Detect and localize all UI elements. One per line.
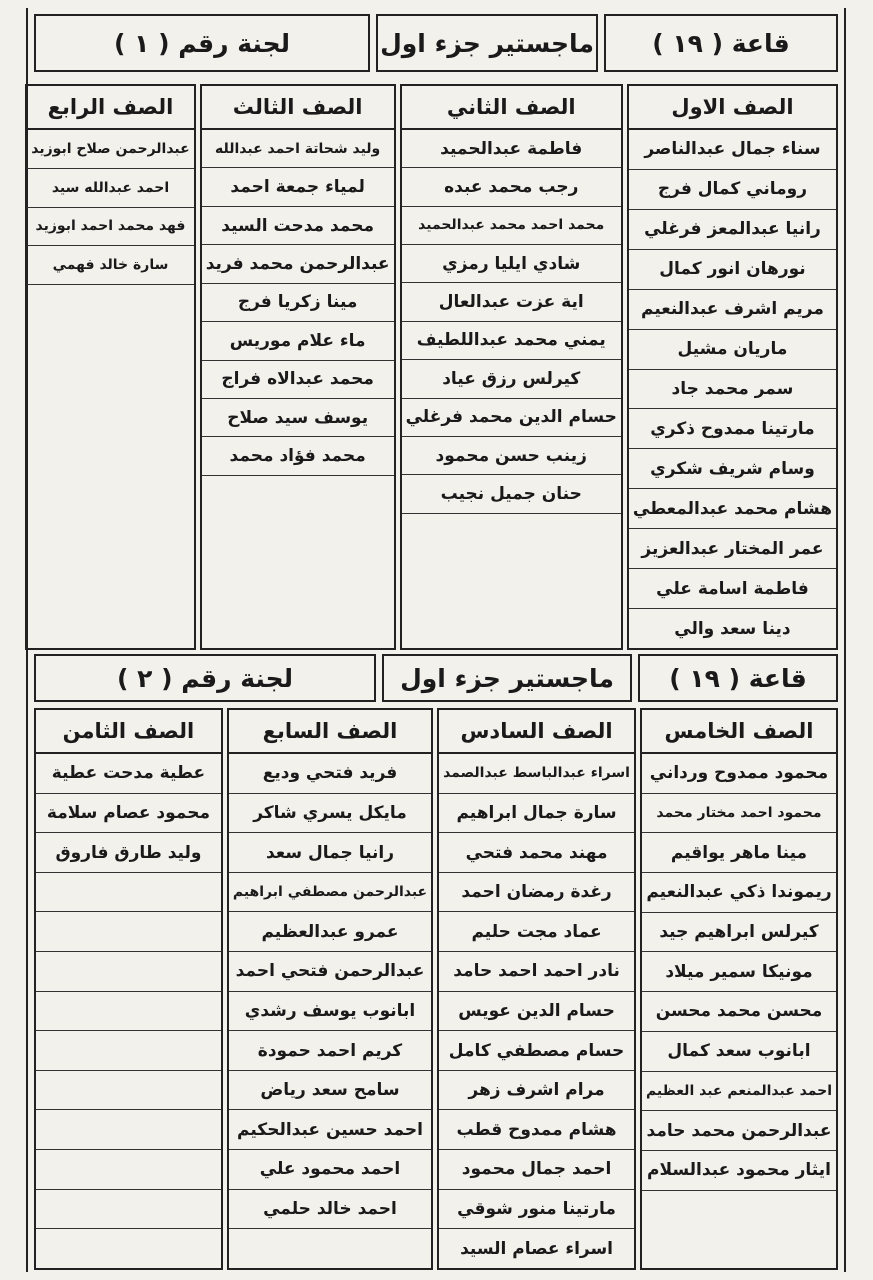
name-cell: لمياء جمعة احمد (202, 168, 394, 206)
column-header: الصف السادس (439, 710, 634, 754)
name-cell: مينا زكريا فرج (202, 284, 394, 322)
name-cell: حنان جميل نجيب (402, 475, 621, 513)
name-cell: سامح سعد رياض (229, 1071, 431, 1111)
attendance-sheet (26, 8, 846, 1272)
section1-committee: لجنة رقم ( ١ ) (34, 14, 370, 72)
name-cell: سناء جمال عبدالناصر (629, 130, 836, 170)
name-cell: ريموندا ذكي عبدالنعيم (642, 873, 836, 913)
name-cell: حسام الدين محمد فرغلي (402, 399, 621, 437)
name-cell: عبدالرحمن صلاح ابوزيد (27, 130, 193, 169)
name-cell: عمرو عبدالعظيم (229, 912, 431, 952)
name-cell: يوسف سيد صلاح (202, 399, 394, 437)
column-header: الصف الاول (629, 86, 836, 130)
name-cell: محمد احمد محمد عبدالحميد (402, 207, 621, 245)
name-cell: وليد شحاتة احمد عبدالله (202, 130, 394, 168)
column-header: الصف الثاني (402, 86, 621, 130)
name-cell: مهند محمد فتحي (439, 833, 634, 873)
name-cell: محمود ممدوح ورداني (642, 754, 836, 794)
name-cell: محمود عصام سلامة (36, 794, 221, 834)
name-cell: شادي ايليا رمزي (402, 245, 621, 283)
section2-header (28, 654, 844, 702)
empty-cell (202, 476, 394, 648)
empty-cell (36, 1150, 221, 1190)
name-cell: ماء علام موريس (202, 322, 394, 360)
name-cell: مايكل يسري شاكر (229, 794, 431, 834)
empty-cell (642, 1191, 836, 1268)
name-cell: عبدالرحمن مصطفي ابراهيم (229, 873, 431, 913)
name-cell: هشام ممدوح قطب (439, 1110, 634, 1150)
section1-hall: قاعة ( ١٩ ) (604, 14, 838, 72)
name-cell: سمر محمد جاد (629, 370, 836, 410)
section1-column-4 (25, 84, 195, 650)
empty-cell (36, 1071, 221, 1111)
name-cell: كريم احمد حمودة (229, 1031, 431, 1071)
name-cell: نورهان انور كمال (629, 250, 836, 290)
name-cell: اسراء عصام السيد (460, 1238, 614, 1259)
column-header: الصف الرابع (27, 86, 193, 130)
name-cell: مينا ماهر يواقيم (642, 833, 836, 873)
section2-committee: لجنة رقم ( ٢ ) (34, 654, 376, 702)
empty-cell (36, 1110, 221, 1150)
name-cell: رجب محمد عبده (402, 168, 621, 206)
section2-column-5 (640, 708, 838, 1270)
name-cell: فهد محمد احمد ابوزيد (27, 208, 193, 247)
empty-cell (36, 1031, 221, 1071)
name-cell: مريم اشرف عبدالنعيم (629, 290, 836, 330)
name-cell: اية عزت عبدالعال (402, 283, 621, 321)
column-header: الصف الثالث (202, 86, 394, 130)
name-cell: محسن محمد محسن (642, 992, 836, 1032)
name-cell: ايثار محمود عبدالسلام (642, 1151, 836, 1191)
column-header: الصف السابع (229, 710, 431, 754)
section1-column-1 (627, 84, 838, 650)
column-header: الصف الثامن (36, 710, 221, 754)
name-cell: رانيا جمال سعد (229, 833, 431, 873)
name-cell: ابانوب يوسف رشدي (229, 992, 431, 1032)
name-cell: احمد حسين عبدالحكيم (229, 1110, 431, 1150)
name-cell: مارتينا ممدوح ذكري (629, 409, 836, 449)
empty-cell (36, 992, 221, 1032)
name-cell: عبدالرحمن محمد فريد (202, 245, 394, 283)
empty-cell (229, 1229, 431, 1268)
name-cell: عبدالرحمن فتحي احمد (229, 952, 431, 992)
name-cell: مارتينا منور شوقي (439, 1190, 634, 1230)
name-cell: حسام مصطفي كامل (439, 1031, 634, 1071)
name-cell: يمني محمد عبداللطيف (402, 322, 621, 360)
section1-table (31, 84, 838, 650)
empty-cell (36, 873, 221, 913)
name-cell: محمود احمد مختار محمد (642, 794, 836, 834)
section2-subject: ماجستير جزء اول (382, 654, 632, 702)
name-cell: كيرلس رزق عياد (402, 360, 621, 398)
section1-header (28, 14, 844, 72)
name-cell: نادر احمد احمد حامد (439, 952, 634, 992)
name-cell: اسراء عبدالباسط عبدالصمد (439, 754, 634, 794)
name-cell: حسام الدين عويس (439, 992, 634, 1032)
name-cell: فاطمة اسامة علي (629, 569, 836, 609)
name-cell: ماريان مشيل (629, 330, 836, 370)
name-cell: محمد فؤاد محمد (202, 437, 394, 475)
name-cell: روماني كمال فرج (629, 170, 836, 210)
name-cell: مونيكا سمير ميلاد (642, 952, 836, 992)
section2-column-7 (227, 708, 433, 1270)
empty-cell (36, 1229, 221, 1268)
name-cell: ابانوب سعد كمال (642, 1032, 836, 1072)
name-cell: احمد خالد حلمي (229, 1190, 431, 1230)
name-cell: محمد عبدالاه فراج (202, 361, 394, 399)
section2-column-6 (437, 708, 636, 1270)
name-cell: سارة خالد فهمي (27, 246, 193, 285)
name-cell: وليد طارق فاروق (36, 833, 221, 873)
empty-cell (27, 285, 193, 648)
section2-table (34, 708, 838, 1270)
name-cell: احمد عبدالله سيد (27, 169, 193, 208)
name-cell: زينب حسن محمود (402, 437, 621, 475)
name-cell: احمد محمود علي (229, 1150, 431, 1190)
name-cell: احمد جمال محمود (439, 1150, 634, 1190)
section1-column-2 (400, 84, 623, 650)
section1-column-3 (200, 84, 396, 650)
name-cell: سارة جمال ابراهيم (439, 794, 634, 834)
name-cell: عماد مجت حليم (439, 912, 634, 952)
name-cell: فاطمة عبدالحميد (402, 130, 621, 168)
empty-cell (36, 1190, 221, 1230)
section2-hall: قاعة ( ١٩ ) (638, 654, 838, 702)
name-cell: رغدة رمضان احمد (439, 873, 634, 913)
name-cell: عبدالرحمن محمد حامد (642, 1111, 836, 1151)
name-cell: عمر المختار عبدالعزيز (629, 529, 836, 569)
empty-cell (402, 514, 621, 648)
name-cell: محمد مدحت السيد (202, 207, 394, 245)
name-cell: فريد فتحي وديع (229, 754, 431, 794)
name-cell: احمد عبدالمنعم عبد العظيم (642, 1072, 836, 1112)
name-cell: رانيا عبدالمعز فرغلي (629, 210, 836, 250)
name-cell: وسام شريف شكري (629, 449, 836, 489)
section2-column-8 (34, 708, 223, 1270)
name-cell: هشام محمد عبدالمعطي (629, 489, 836, 529)
column-header: الصف الخامس (642, 710, 836, 754)
empty-cell (36, 912, 221, 952)
name-cell: عطية مدحت عطية (36, 754, 221, 794)
name-cell: كيرلس ابراهيم جيد (642, 913, 836, 953)
name-cell: مرام اشرف زهر (439, 1071, 634, 1111)
name-cell: دينا سعد والي (674, 618, 791, 639)
section1-subject: ماجستير جزء اول (376, 14, 598, 72)
empty-cell (36, 952, 221, 992)
